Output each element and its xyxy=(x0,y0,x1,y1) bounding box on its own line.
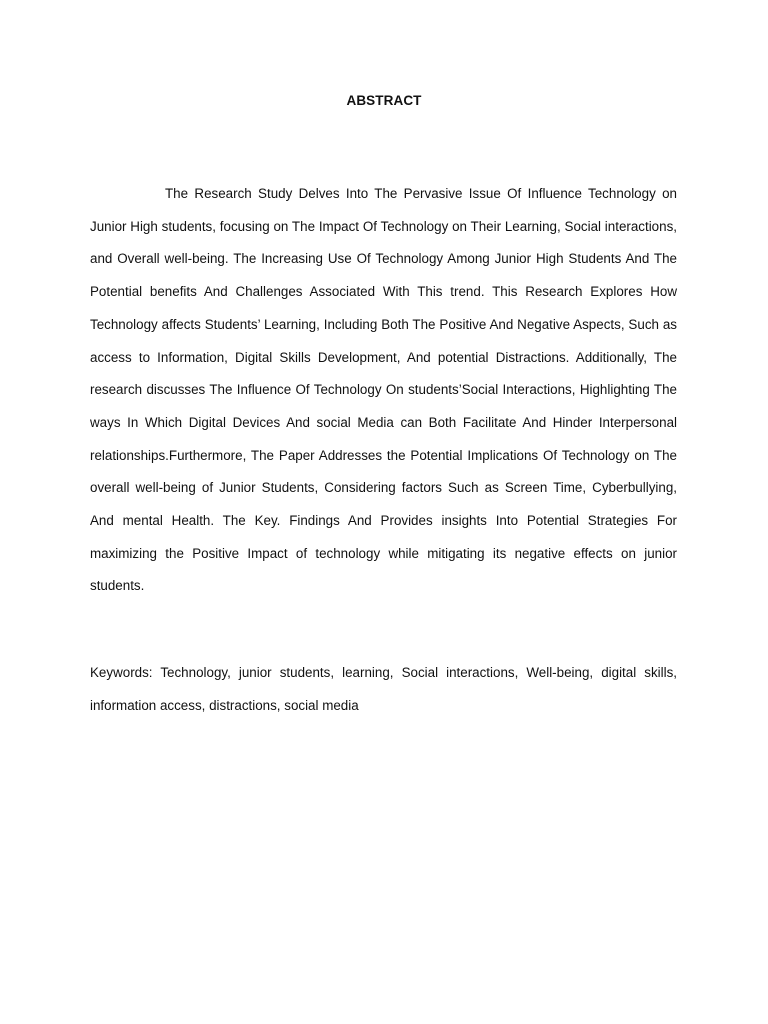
keywords-paragraph: Keywords: Technology, junior students, learning, Social interactions, Well-being, digital skills, information access, distractions, social media xyxy=(90,665,677,713)
abstract-title: ABSTRACT xyxy=(346,93,422,108)
abstract-body-paragraph: The Research Study Delves Into The Pervasive Issue Of Influence Technology on Junior High students, focusing on The Impact Of Technology on Their Learning, Social interactions, and Overall well-being. The Increasing Use Of Technology Among Junior High Students And The Potential benefits And Challenges Associated With This trend. This Research Explores How Technology affects Students’ Learning, Including Both The Positive And Negative Aspects, Such as access to Information, Digital Skills Development, And potential Distractions. Additionally, The research discusses The Influence Of Technology On students’Social Interactions, Highlighting The ways In Which Digital Devices And social Media can Both Facilitate And Hinder Interpersonal relationships.Furthermore, The Paper Addresses the Potential Implications Of Technology on The overall well-being of Junior Students, Considering factors Such as Screen Time, Cyberbullying, And mental Health. The Key. Findings And Provides insights Into Potential Strategies For maximizing the Positive Impact of technology while mitigating its negative effects on junior students. xyxy=(90,186,677,594)
